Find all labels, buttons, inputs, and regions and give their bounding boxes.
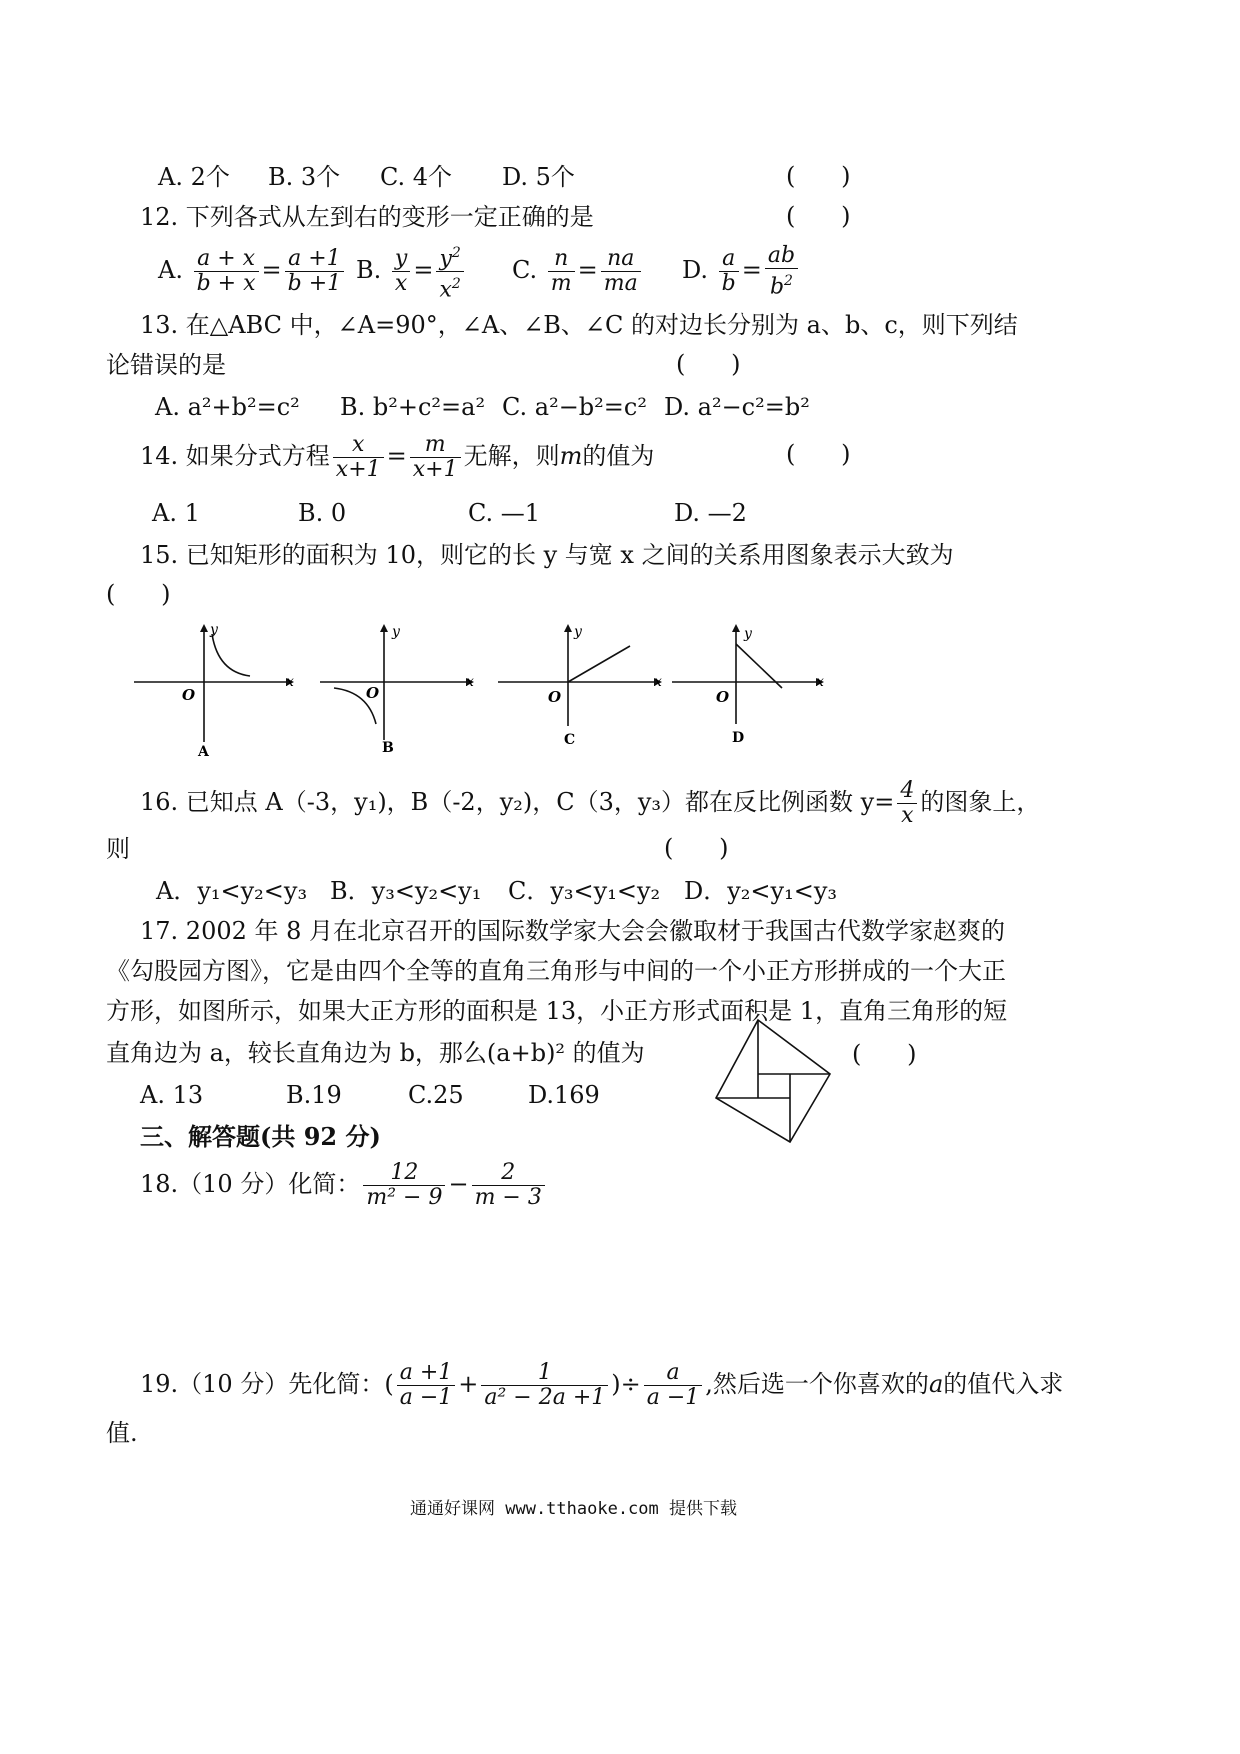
q15-b-x-label: x [466, 674, 474, 690]
q15-a-origin: O [182, 686, 196, 704]
section-heading: 三、解答题(共 92 分) [140, 1122, 381, 1151]
q14-option-a: A. 1 [152, 499, 200, 527]
q19-frac-1: $\frac{a +1}{a -1}$ [397, 1361, 456, 1410]
q16-answer-paren: ( ) [664, 834, 729, 862]
q15-d-x-label: x [816, 674, 824, 690]
q15-c-origin: O [548, 688, 562, 706]
q13-option-a: A. a²+b²=c² [155, 393, 300, 421]
q11-option-b: B. 3个 [268, 163, 341, 191]
q15-b-y-label: y [392, 624, 400, 640]
q19-stem-line2: 值. [106, 1419, 138, 1447]
q15-b-origin: O [366, 684, 380, 702]
q14-option-b: B. 0 [298, 499, 347, 527]
q17-option-a: A. 13 [140, 1081, 204, 1109]
q15-c-y-label: y [574, 624, 582, 640]
q15-d-y-label: y [744, 626, 752, 642]
q12-a-right-frac: $\frac{a +1}{b +1}$ [285, 247, 345, 296]
q11-option-d: D. 5个 [502, 163, 575, 191]
q19-frac-3: $\frac{a}{a -1}$ [644, 1361, 703, 1410]
q15-c-label: C [564, 732, 576, 748]
q16-stem-line2: 则 [106, 835, 130, 863]
q14-left-frac: $\frac{x}{x+1}$ [333, 433, 384, 482]
q18-stem: 18.（10 分）化简： $\frac{12}{\text{m² − 9}}$ − $\frac{2}{m - 3}$ [140, 1152, 548, 1216]
q11-option-a: A. 2个 [158, 163, 230, 191]
q16-stem: 16. 已知点 A（-3，y₁)，B（-2，y₂)，C（3，y₃）都在反比例函数 y= $\frac{4}{x}$ 的图象上， [140, 778, 1041, 828]
page-footer: 通通好课网 www.tthaoke.com 提供下载 [410, 1499, 737, 1519]
q16-fraction: $\frac{4}{x}$ [897, 779, 917, 828]
q15-a-label: A [198, 744, 209, 760]
q15-c-x-label: x [654, 674, 662, 690]
q15-answer-paren: ( ) [106, 580, 171, 608]
q12-option-a: A. $\frac{a + x}{b + x}$ = $\frac{a +1}{b +1}$ [158, 240, 347, 300]
q17-line3: 方形，如图所示，如果大正方形的面积是 13，小正方形式面积是 1，直角三角形的短 [106, 997, 1008, 1025]
q15-a-y-label: y [210, 622, 218, 638]
q16-option-d: D．y₂<y₁<y₃ [684, 877, 837, 905]
q12-answer-paren: ( ) [786, 202, 851, 230]
q15-b-label: B [382, 740, 394, 756]
q13-option-b: B. b²+c²=a² [340, 393, 486, 421]
q16-option-b: B．y₃<y₂<y₁ [330, 877, 482, 905]
q19-frac-2: $\frac{1}{\text{a² − 2a +1}}$ [481, 1361, 608, 1410]
q17-line2: 《勾股园方图》，它是由四个全等的直角三角形与中间的一个小正方形拼成的一个大正 [106, 957, 1006, 985]
q17-option-d: D.169 [528, 1081, 600, 1109]
q12-stem: 12. 下列各式从左到右的变形一定正确的是 [140, 203, 594, 231]
q18-frac-2: $\frac{2}{m - 3}$ [472, 1161, 545, 1210]
q11-option-c: C. 4个 [380, 163, 453, 191]
q19-stem: 19.（10 分）先化简：( $\frac{a +1}{a -1}$ + $\frac{1}{\text{a² − 2a +1}}$ )÷ $\frac{a}{a -1}$ ,然后选一个你喜欢的a的值代入求 [140, 1360, 1064, 1410]
q14-option-d: D. —2 [674, 499, 747, 527]
q15-a-x-label: x [286, 674, 294, 690]
q15-graph-d [668, 620, 838, 766]
q17-option-c: C.25 [408, 1081, 464, 1109]
q14-option-c: C. —1 [468, 499, 541, 527]
q14-right-frac: $\frac{m}{x+1}$ [410, 433, 461, 482]
q15-graph-a [130, 620, 300, 766]
q13-option-c: C. a²−b²=c² [502, 393, 647, 421]
q13-stem-line2: 论错误的是 [106, 351, 226, 379]
q16-option-a: A．y₁<y₂<y₃ [156, 877, 308, 905]
q12-option-c: C. $\frac{n}{m}$ = $\frac{na}{ma}$ [512, 240, 644, 300]
q17-answer-paren: ( ) [852, 1040, 917, 1068]
q17-pinwheel-figure [712, 1016, 834, 1154]
q17-line1: 17. 2002 年 8 月在北京召开的国际数学家大会会徽取材于我国古代数学家赵爽的 [140, 917, 1006, 945]
q13-answer-paren: ( ) [676, 350, 741, 378]
q14-answer-paren: ( ) [786, 440, 851, 468]
q13-stem-line1: 13. 在△ABC 中，∠A=90°，∠A、∠B、∠C 的对边长分别为 a、b、c，则下列结 [140, 311, 1018, 339]
q18-frac-1: $\frac{12}{\text{m² − 9}}$ [363, 1161, 445, 1210]
q15-stem: 15. 已知矩形的面积为 10，则它的长 y 与宽 x 之间的关系用图象表示大致为 [140, 541, 954, 569]
q15-d-label: D [732, 730, 745, 746]
q17-option-b: B.19 [286, 1081, 342, 1109]
q11-answer-paren: ( ) [786, 162, 851, 190]
q12-a-label: A. [158, 256, 183, 284]
q15-graph-b [316, 620, 486, 766]
q14-stem: 14. 如果分式方程 $\frac{x}{x+1}$ = $\frac{m}{x+1}$ 无解，则m的值为 [140, 432, 655, 482]
q13-option-d: D. a²−c²=b² [664, 393, 810, 421]
q12-option-b: B. $\frac{y}{x}$ = $\frac{y^2}{x^2}$ [356, 240, 467, 302]
q17-line4: 直角边为 a，较长直角边为 b，那么(a+b)² 的值为 [106, 1039, 645, 1067]
q15-d-origin: O [716, 688, 730, 706]
q12-a-left-frac: $\frac{a + x}{b + x}$ [194, 247, 259, 296]
q15-graph-c [494, 620, 674, 766]
q12-option-d: D. $\frac{a}{b}$ = $\frac{ab}{b^2}$ [682, 240, 801, 300]
q16-option-c: C．y₃<y₁<y₂ [508, 877, 661, 905]
